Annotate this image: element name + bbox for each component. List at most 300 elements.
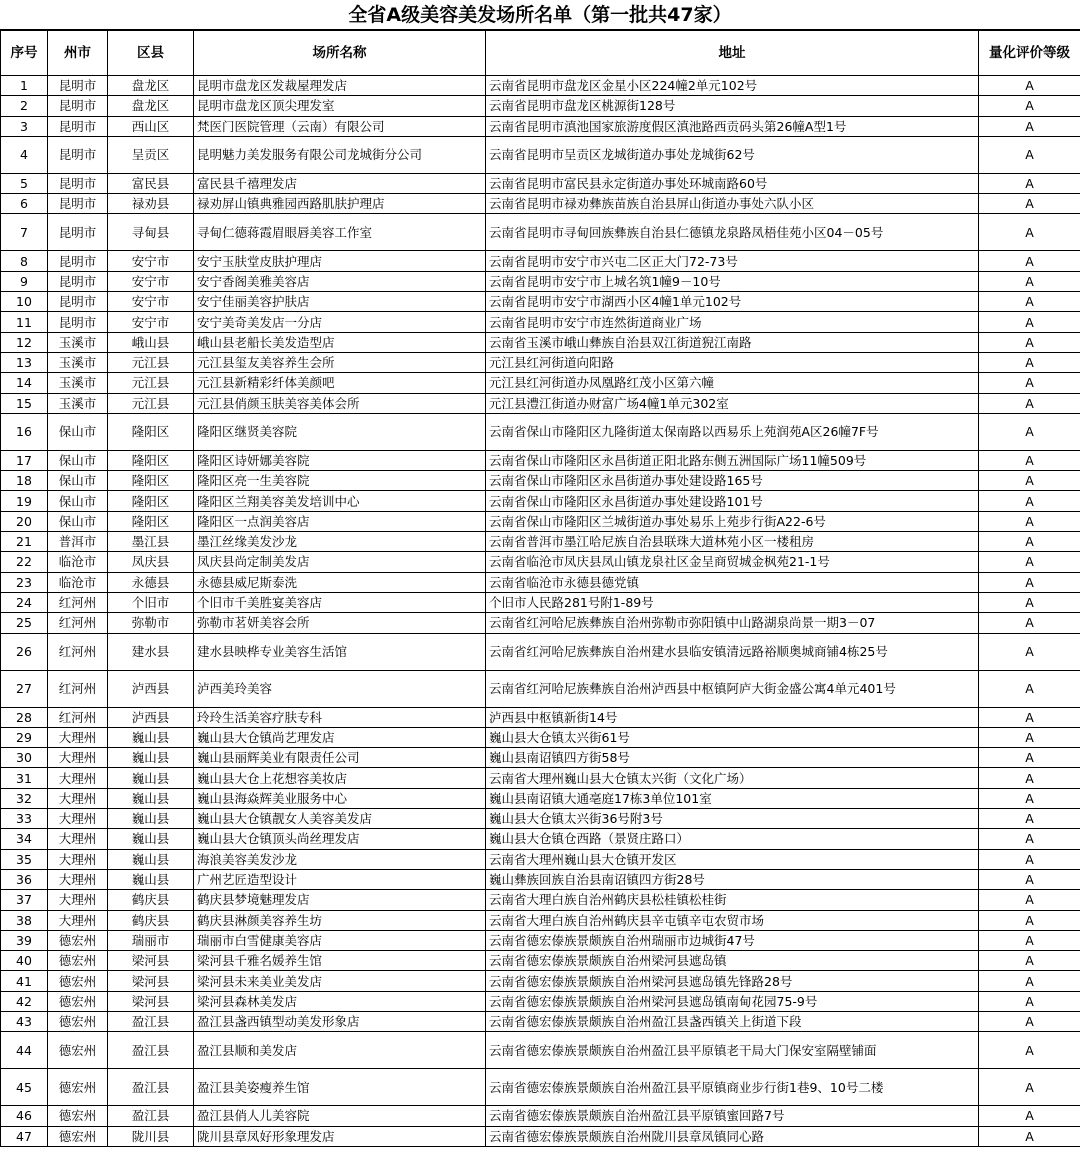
table-row [1, 1106, 1080, 1126]
cell-grade: A [979, 450, 1080, 470]
cell-address: 云南省德宏傣族景颇族自治州盈江县平原镇商业步行街1巷9、10号二楼 [486, 1069, 979, 1106]
cell-no: 28 [1, 707, 48, 727]
table-row [1, 332, 1080, 352]
cell-city: 玉溪市 [48, 332, 108, 352]
cell-grade: A [979, 768, 1080, 788]
cell-name: 弥勒市茗妍美容会所 [194, 613, 486, 633]
cell-name: 盈江县俏人儿美容院 [194, 1106, 486, 1126]
cell-county: 元江县 [108, 393, 194, 413]
cell-no: 27 [1, 670, 48, 707]
cell-name: 安宁美奇美发店一分店 [194, 312, 486, 332]
cell-name: 元江县玺友美容养生会所 [194, 352, 486, 372]
cell-grade: A [979, 991, 1080, 1011]
cell-county: 巍山县 [108, 849, 194, 869]
table-row [1, 194, 1080, 214]
cell-grade: A [979, 707, 1080, 727]
table-row [1, 951, 1080, 971]
cell-address: 云南省玉溪市峨山彝族自治县双江街道猊江南路 [486, 332, 979, 352]
cell-city: 德宏州 [48, 991, 108, 1011]
cell-name: 隆阳区亮一生美容院 [194, 471, 486, 491]
cell-address: 巍山彝族回族自治县南诏镇四方街28号 [486, 869, 979, 889]
cell-name: 梁河县千雅名媛养生馆 [194, 951, 486, 971]
cell-grade: A [979, 670, 1080, 707]
cell-grade: A [979, 491, 1080, 511]
cell-name: 富民县千禧理发店 [194, 173, 486, 193]
cell-name: 梵医门医院管理（云南）有限公司 [194, 116, 486, 136]
table-row [1, 1011, 1080, 1031]
cell-city: 临沧市 [48, 552, 108, 572]
table-row [1, 748, 1080, 768]
cell-grade: A [979, 748, 1080, 768]
table-row [1, 707, 1080, 727]
cell-no: 7 [1, 214, 48, 251]
table-row [1, 471, 1080, 491]
cell-county: 巍山县 [108, 788, 194, 808]
cell-county: 泸西县 [108, 707, 194, 727]
cell-county: 元江县 [108, 373, 194, 393]
cell-grade: A [979, 910, 1080, 930]
cell-address: 云南省昆明市安宁市连然街道商业广场 [486, 312, 979, 332]
cell-address: 云南省德宏傣族景颇族自治州盈江县盏西镇关上街道下段 [486, 1011, 979, 1031]
cell-name: 禄劝屏山镇典雅园西路肌肤护理店 [194, 194, 486, 214]
cell-no: 14 [1, 373, 48, 393]
cell-county: 安宁市 [108, 251, 194, 271]
cell-city: 红河州 [48, 633, 108, 670]
cell-name: 寻甸仁德蒋霞眉眼唇美容工作室 [194, 214, 486, 251]
cell-grade: A [979, 552, 1080, 572]
cell-grade: A [979, 413, 1080, 450]
table-row [1, 116, 1080, 136]
header-name: 场所名称 [194, 31, 486, 76]
cell-address: 巍山县大仓镇太兴街36号附3号 [486, 809, 979, 829]
cell-grade: A [979, 511, 1080, 531]
cell-no: 2 [1, 96, 48, 116]
cell-city: 大理州 [48, 809, 108, 829]
cell-grade: A [979, 727, 1080, 747]
table-row [1, 809, 1080, 829]
cell-county: 凤庆县 [108, 552, 194, 572]
cell-address: 巍山县南诏镇大通亳庭17栋3单位101室 [486, 788, 979, 808]
cell-name: 巍山县大仓镇顶头尚丝理发店 [194, 829, 486, 849]
cell-city: 昆明市 [48, 312, 108, 332]
cell-no: 41 [1, 971, 48, 991]
cell-name: 梁河县森林美发店 [194, 991, 486, 1011]
cell-no: 17 [1, 450, 48, 470]
cell-city: 保山市 [48, 471, 108, 491]
table-row [1, 930, 1080, 950]
cell-city: 普洱市 [48, 532, 108, 552]
table-row [1, 768, 1080, 788]
cell-no: 3 [1, 116, 48, 136]
venue-table [0, 30, 1080, 1147]
cell-name: 昆明市盘龙区发裁屋理发店 [194, 76, 486, 96]
cell-no: 4 [1, 136, 48, 173]
cell-address: 云南省保山市隆阳区永昌街道办事处建设路101号 [486, 491, 979, 511]
cell-no: 1 [1, 76, 48, 96]
cell-city: 德宏州 [48, 1106, 108, 1126]
cell-address: 云南省大理白族自治州鹤庆县辛屯镇辛屯农贸市场 [486, 910, 979, 930]
cell-address: 云南省德宏傣族景颇族自治州陇川县章凤镇同心路 [486, 1126, 979, 1146]
cell-address: 云南省昆明市禄劝彝族苗族自治县屏山街道办事处六队小区 [486, 194, 979, 214]
table-row [1, 532, 1080, 552]
cell-county: 鹤庆县 [108, 910, 194, 930]
cell-address: 云南省大理白族自治州鹤庆县松桂镇松桂街 [486, 890, 979, 910]
cell-county: 巍山县 [108, 727, 194, 747]
cell-address: 云南省大理州巍山县大仓镇开发区 [486, 849, 979, 869]
table-row [1, 670, 1080, 707]
cell-city: 保山市 [48, 450, 108, 470]
cell-county: 禄劝县 [108, 194, 194, 214]
cell-no: 46 [1, 1106, 48, 1126]
cell-no: 33 [1, 809, 48, 829]
cell-name: 隆阳区一点润美容店 [194, 511, 486, 531]
cell-address: 云南省普洱市墨江哈尼族自治县联珠大道林苑小区一楼租房 [486, 532, 979, 552]
cell-no: 34 [1, 829, 48, 849]
table-row [1, 173, 1080, 193]
table-row [1, 393, 1080, 413]
cell-county: 个旧市 [108, 592, 194, 612]
cell-name: 巍山县大仓镇靓女人美容美发店 [194, 809, 486, 829]
table-body [1, 76, 1080, 1147]
cell-city: 大理州 [48, 727, 108, 747]
cell-address: 元江县红河街道办凤凰路红茂小区第六幢 [486, 373, 979, 393]
table-row [1, 373, 1080, 393]
header-city: 州市 [48, 31, 108, 76]
cell-name: 安宁佳丽美容护肤店 [194, 292, 486, 312]
cell-city: 玉溪市 [48, 393, 108, 413]
cell-grade: A [979, 532, 1080, 552]
table-row [1, 214, 1080, 251]
cell-grade: A [979, 869, 1080, 889]
cell-no: 32 [1, 788, 48, 808]
cell-grade: A [979, 373, 1080, 393]
cell-county: 盈江县 [108, 1106, 194, 1126]
table-row [1, 829, 1080, 849]
cell-no: 6 [1, 194, 48, 214]
table-row [1, 450, 1080, 470]
cell-name: 巍山县海焱辉美业服务中心 [194, 788, 486, 808]
table-row [1, 727, 1080, 747]
cell-address: 巍山县大仓镇太兴街61号 [486, 727, 979, 747]
cell-city: 德宏州 [48, 1126, 108, 1146]
cell-name: 海浪美容美发沙龙 [194, 849, 486, 869]
cell-city: 大理州 [48, 869, 108, 889]
cell-city: 大理州 [48, 768, 108, 788]
cell-name: 鹤庆县淋颜美容养生坊 [194, 910, 486, 930]
cell-city: 大理州 [48, 910, 108, 930]
cell-address: 云南省德宏傣族景颇族自治州梁河县遮岛镇先锋路28号 [486, 971, 979, 991]
cell-county: 巍山县 [108, 768, 194, 788]
cell-city: 昆明市 [48, 194, 108, 214]
table-row [1, 592, 1080, 612]
cell-city: 昆明市 [48, 96, 108, 116]
cell-grade: A [979, 116, 1080, 136]
table-row [1, 788, 1080, 808]
cell-city: 玉溪市 [48, 373, 108, 393]
cell-name: 元江县新精彩纤体美颜吧 [194, 373, 486, 393]
cell-name: 玲玲生活美容疗肤专科 [194, 707, 486, 727]
cell-name: 盈江县美姿瘦养生馆 [194, 1069, 486, 1106]
cell-no: 45 [1, 1069, 48, 1106]
cell-name: 个旧市千美胜宴美容店 [194, 592, 486, 612]
cell-address: 云南省德宏傣族景颇族自治州梁河县遮岛镇 [486, 951, 979, 971]
cell-grade: A [979, 930, 1080, 950]
table-row [1, 76, 1080, 96]
cell-city: 昆明市 [48, 136, 108, 173]
header-address: 地址 [486, 31, 979, 76]
cell-grade: A [979, 471, 1080, 491]
page-title: 全省A级美容美发场所名单（第一批共47家） [0, 0, 1080, 30]
cell-grade: A [979, 352, 1080, 372]
cell-no: 30 [1, 748, 48, 768]
cell-no: 10 [1, 292, 48, 312]
cell-no: 40 [1, 951, 48, 971]
cell-city: 昆明市 [48, 214, 108, 251]
cell-county: 永德县 [108, 572, 194, 592]
table-row [1, 890, 1080, 910]
cell-name: 元江县俏颜玉肤美容美体会所 [194, 393, 486, 413]
cell-address: 云南省昆明市盘龙区桃源街128号 [486, 96, 979, 116]
table-row [1, 991, 1080, 1011]
cell-name: 瑞丽市白雪健康美容店 [194, 930, 486, 950]
cell-name: 盈江县盏西镇型动美发形象店 [194, 1011, 486, 1031]
cell-address: 云南省昆明市盘龙区金星小区224幢2单元102号 [486, 76, 979, 96]
cell-grade: A [979, 1126, 1080, 1146]
cell-no: 36 [1, 869, 48, 889]
cell-county: 西山区 [108, 116, 194, 136]
table-row [1, 292, 1080, 312]
cell-city: 保山市 [48, 491, 108, 511]
cell-name: 广州艺匠造型设计 [194, 869, 486, 889]
cell-name: 建水县映桦专业美容生活馆 [194, 633, 486, 670]
table-row [1, 869, 1080, 889]
cell-city: 红河州 [48, 592, 108, 612]
cell-grade: A [979, 214, 1080, 251]
cell-name: 安宁香阁美雅美容店 [194, 271, 486, 291]
table-row [1, 1126, 1080, 1146]
cell-city: 德宏州 [48, 951, 108, 971]
cell-city: 昆明市 [48, 292, 108, 312]
cell-address: 巍山县大仓镇仓西路（景贤庄路口） [486, 829, 979, 849]
cell-address: 泸西县中枢镇新街14号 [486, 707, 979, 727]
cell-grade: A [979, 788, 1080, 808]
cell-grade: A [979, 332, 1080, 352]
cell-county: 巍山县 [108, 809, 194, 829]
cell-name: 巍山县大仓上花想容美妆店 [194, 768, 486, 788]
cell-county: 隆阳区 [108, 471, 194, 491]
cell-name: 峨山县老船长美发造型店 [194, 332, 486, 352]
cell-no: 20 [1, 511, 48, 531]
cell-city: 德宏州 [48, 1011, 108, 1031]
cell-address: 个旧市人民路281号附1-89号 [486, 592, 979, 612]
cell-address: 云南省保山市隆阳区九隆街道太保南路以西易乐上苑润苑A区26幢7F号 [486, 413, 979, 450]
table-row [1, 1069, 1080, 1106]
cell-county: 建水县 [108, 633, 194, 670]
cell-address: 云南省昆明市安宁市兴屯二区正大门72-73号 [486, 251, 979, 271]
cell-name: 盈江县顺和美发店 [194, 1032, 486, 1069]
cell-no: 35 [1, 849, 48, 869]
cell-address: 云南省临沧市永德县德党镇 [486, 572, 979, 592]
cell-grade: A [979, 1032, 1080, 1069]
cell-no: 23 [1, 572, 48, 592]
cell-county: 寻甸县 [108, 214, 194, 251]
table-row [1, 136, 1080, 173]
cell-grade: A [979, 251, 1080, 271]
cell-no: 22 [1, 552, 48, 572]
cell-grade: A [979, 849, 1080, 869]
table-row [1, 633, 1080, 670]
cell-name: 泸西美玲美容 [194, 670, 486, 707]
cell-no: 8 [1, 251, 48, 271]
cell-name: 昆明魅力美发服务有限公司龙城街分公司 [194, 136, 486, 173]
cell-name: 陇川县章凤好形象理发店 [194, 1126, 486, 1146]
cell-city: 德宏州 [48, 930, 108, 950]
cell-county: 盈江县 [108, 1011, 194, 1031]
cell-address: 云南省昆明市寻甸回族彝族自治县仁德镇龙泉路凤梧佳苑小区04－05号 [486, 214, 979, 251]
cell-name: 隆阳区继贤美容院 [194, 413, 486, 450]
cell-city: 德宏州 [48, 971, 108, 991]
cell-county: 鹤庆县 [108, 890, 194, 910]
cell-no: 11 [1, 312, 48, 332]
cell-city: 保山市 [48, 413, 108, 450]
cell-address: 云南省昆明市呈贡区龙城街道办事处龙城街62号 [486, 136, 979, 173]
cell-address: 云南省昆明市安宁市上城名筑1幢9－10号 [486, 271, 979, 291]
cell-county: 梁河县 [108, 971, 194, 991]
cell-grade: A [979, 292, 1080, 312]
cell-county: 呈贡区 [108, 136, 194, 173]
table-row [1, 271, 1080, 291]
cell-no: 9 [1, 271, 48, 291]
cell-no: 13 [1, 352, 48, 372]
cell-city: 大理州 [48, 748, 108, 768]
cell-address: 云南省昆明市滇池国家旅游度假区滇池路西贡码头第26幢A型1号 [486, 116, 979, 136]
cell-county: 盈江县 [108, 1069, 194, 1106]
cell-county: 隆阳区 [108, 491, 194, 511]
cell-no: 42 [1, 991, 48, 1011]
cell-city: 红河州 [48, 707, 108, 727]
cell-county: 富民县 [108, 173, 194, 193]
header-county: 区县 [108, 31, 194, 76]
cell-name: 梁河县未来美业美发店 [194, 971, 486, 991]
cell-name: 隆阳区兰翔美容美发培训中心 [194, 491, 486, 511]
cell-no: 25 [1, 613, 48, 633]
cell-address: 云南省德宏傣族景颇族自治州瑞丽市边城街47号 [486, 930, 979, 950]
table-row [1, 910, 1080, 930]
cell-county: 巍山县 [108, 748, 194, 768]
cell-no: 29 [1, 727, 48, 747]
cell-grade: A [979, 809, 1080, 829]
header-no: 序号 [1, 31, 48, 76]
cell-address: 云南省红河哈尼族彝族自治州泸西县中枢镇阿庐大街金盛公寓4单元401号 [486, 670, 979, 707]
cell-county: 梁河县 [108, 951, 194, 971]
cell-address: 云南省昆明市安宁市湖西小区4幢1单元102号 [486, 292, 979, 312]
table-row [1, 251, 1080, 271]
cell-county: 弥勒市 [108, 613, 194, 633]
cell-city: 昆明市 [48, 251, 108, 271]
cell-address: 云南省德宏傣族景颇族自治州盈江县平原镇蜜回路7号 [486, 1106, 979, 1126]
cell-county: 巍山县 [108, 829, 194, 849]
cell-grade: A [979, 393, 1080, 413]
cell-no: 19 [1, 491, 48, 511]
cell-address: 元江县澧江街道办财富广场4幢1单元302室 [486, 393, 979, 413]
cell-grade: A [979, 96, 1080, 116]
table-header-row [1, 31, 1080, 76]
cell-address: 巍山县南诏镇四方街58号 [486, 748, 979, 768]
cell-grade: A [979, 1106, 1080, 1126]
cell-city: 红河州 [48, 613, 108, 633]
cell-county: 安宁市 [108, 271, 194, 291]
cell-grade: A [979, 173, 1080, 193]
cell-grade: A [979, 194, 1080, 214]
cell-county: 隆阳区 [108, 450, 194, 470]
cell-county: 盘龙区 [108, 96, 194, 116]
cell-county: 安宁市 [108, 312, 194, 332]
cell-grade: A [979, 633, 1080, 670]
table-row [1, 491, 1080, 511]
cell-city: 大理州 [48, 890, 108, 910]
table-row [1, 352, 1080, 372]
table-row [1, 971, 1080, 991]
cell-city: 昆明市 [48, 271, 108, 291]
cell-county: 墨江县 [108, 532, 194, 552]
cell-city: 玉溪市 [48, 352, 108, 372]
cell-no: 16 [1, 413, 48, 450]
cell-address: 云南省红河哈尼族彝族自治州建水县临安镇清远路裕顺奥城商铺4栋25号 [486, 633, 979, 670]
table-row [1, 312, 1080, 332]
cell-no: 31 [1, 768, 48, 788]
table-row [1, 511, 1080, 531]
cell-address: 云南省昆明市富民县永定街道办事处环城南路60号 [486, 173, 979, 193]
table-row [1, 552, 1080, 572]
cell-address: 云南省德宏傣族景颇族自治州梁河县遮岛镇南甸花园75-9号 [486, 991, 979, 1011]
cell-county: 安宁市 [108, 292, 194, 312]
cell-address: 云南省保山市隆阳区永昌街道办事处建设路165号 [486, 471, 979, 491]
cell-address: 云南省红河哈尼族彝族自治州弥勒市弥阳镇中山路湖泉尚景一期3－07 [486, 613, 979, 633]
cell-no: 12 [1, 332, 48, 352]
cell-county: 元江县 [108, 352, 194, 372]
table-row [1, 96, 1080, 116]
cell-name: 隆阳区诗妍娜美容院 [194, 450, 486, 470]
cell-no: 26 [1, 633, 48, 670]
table-row [1, 613, 1080, 633]
cell-grade: A [979, 829, 1080, 849]
cell-name: 墨江丝缘美发沙龙 [194, 532, 486, 552]
cell-county: 梁河县 [108, 991, 194, 1011]
cell-city: 红河州 [48, 670, 108, 707]
cell-grade: A [979, 592, 1080, 612]
table-row [1, 849, 1080, 869]
cell-county: 隆阳区 [108, 511, 194, 531]
cell-county: 陇川县 [108, 1126, 194, 1146]
cell-no: 18 [1, 471, 48, 491]
cell-no: 15 [1, 393, 48, 413]
cell-grade: A [979, 312, 1080, 332]
cell-grade: A [979, 136, 1080, 173]
cell-city: 大理州 [48, 849, 108, 869]
cell-name: 巍山县大仓镇尚艺理发店 [194, 727, 486, 747]
cell-city: 昆明市 [48, 173, 108, 193]
cell-city: 德宏州 [48, 1032, 108, 1069]
cell-no: 24 [1, 592, 48, 612]
cell-no: 39 [1, 930, 48, 950]
cell-address: 云南省保山市隆阳区兰城街道办事处易乐上苑步行街A22-6号 [486, 511, 979, 531]
cell-grade: A [979, 890, 1080, 910]
cell-name: 昆明市盘龙区顶尖理发室 [194, 96, 486, 116]
cell-city: 大理州 [48, 788, 108, 808]
cell-no: 43 [1, 1011, 48, 1031]
cell-name: 凤庆县尚定制美发店 [194, 552, 486, 572]
cell-grade: A [979, 1069, 1080, 1106]
